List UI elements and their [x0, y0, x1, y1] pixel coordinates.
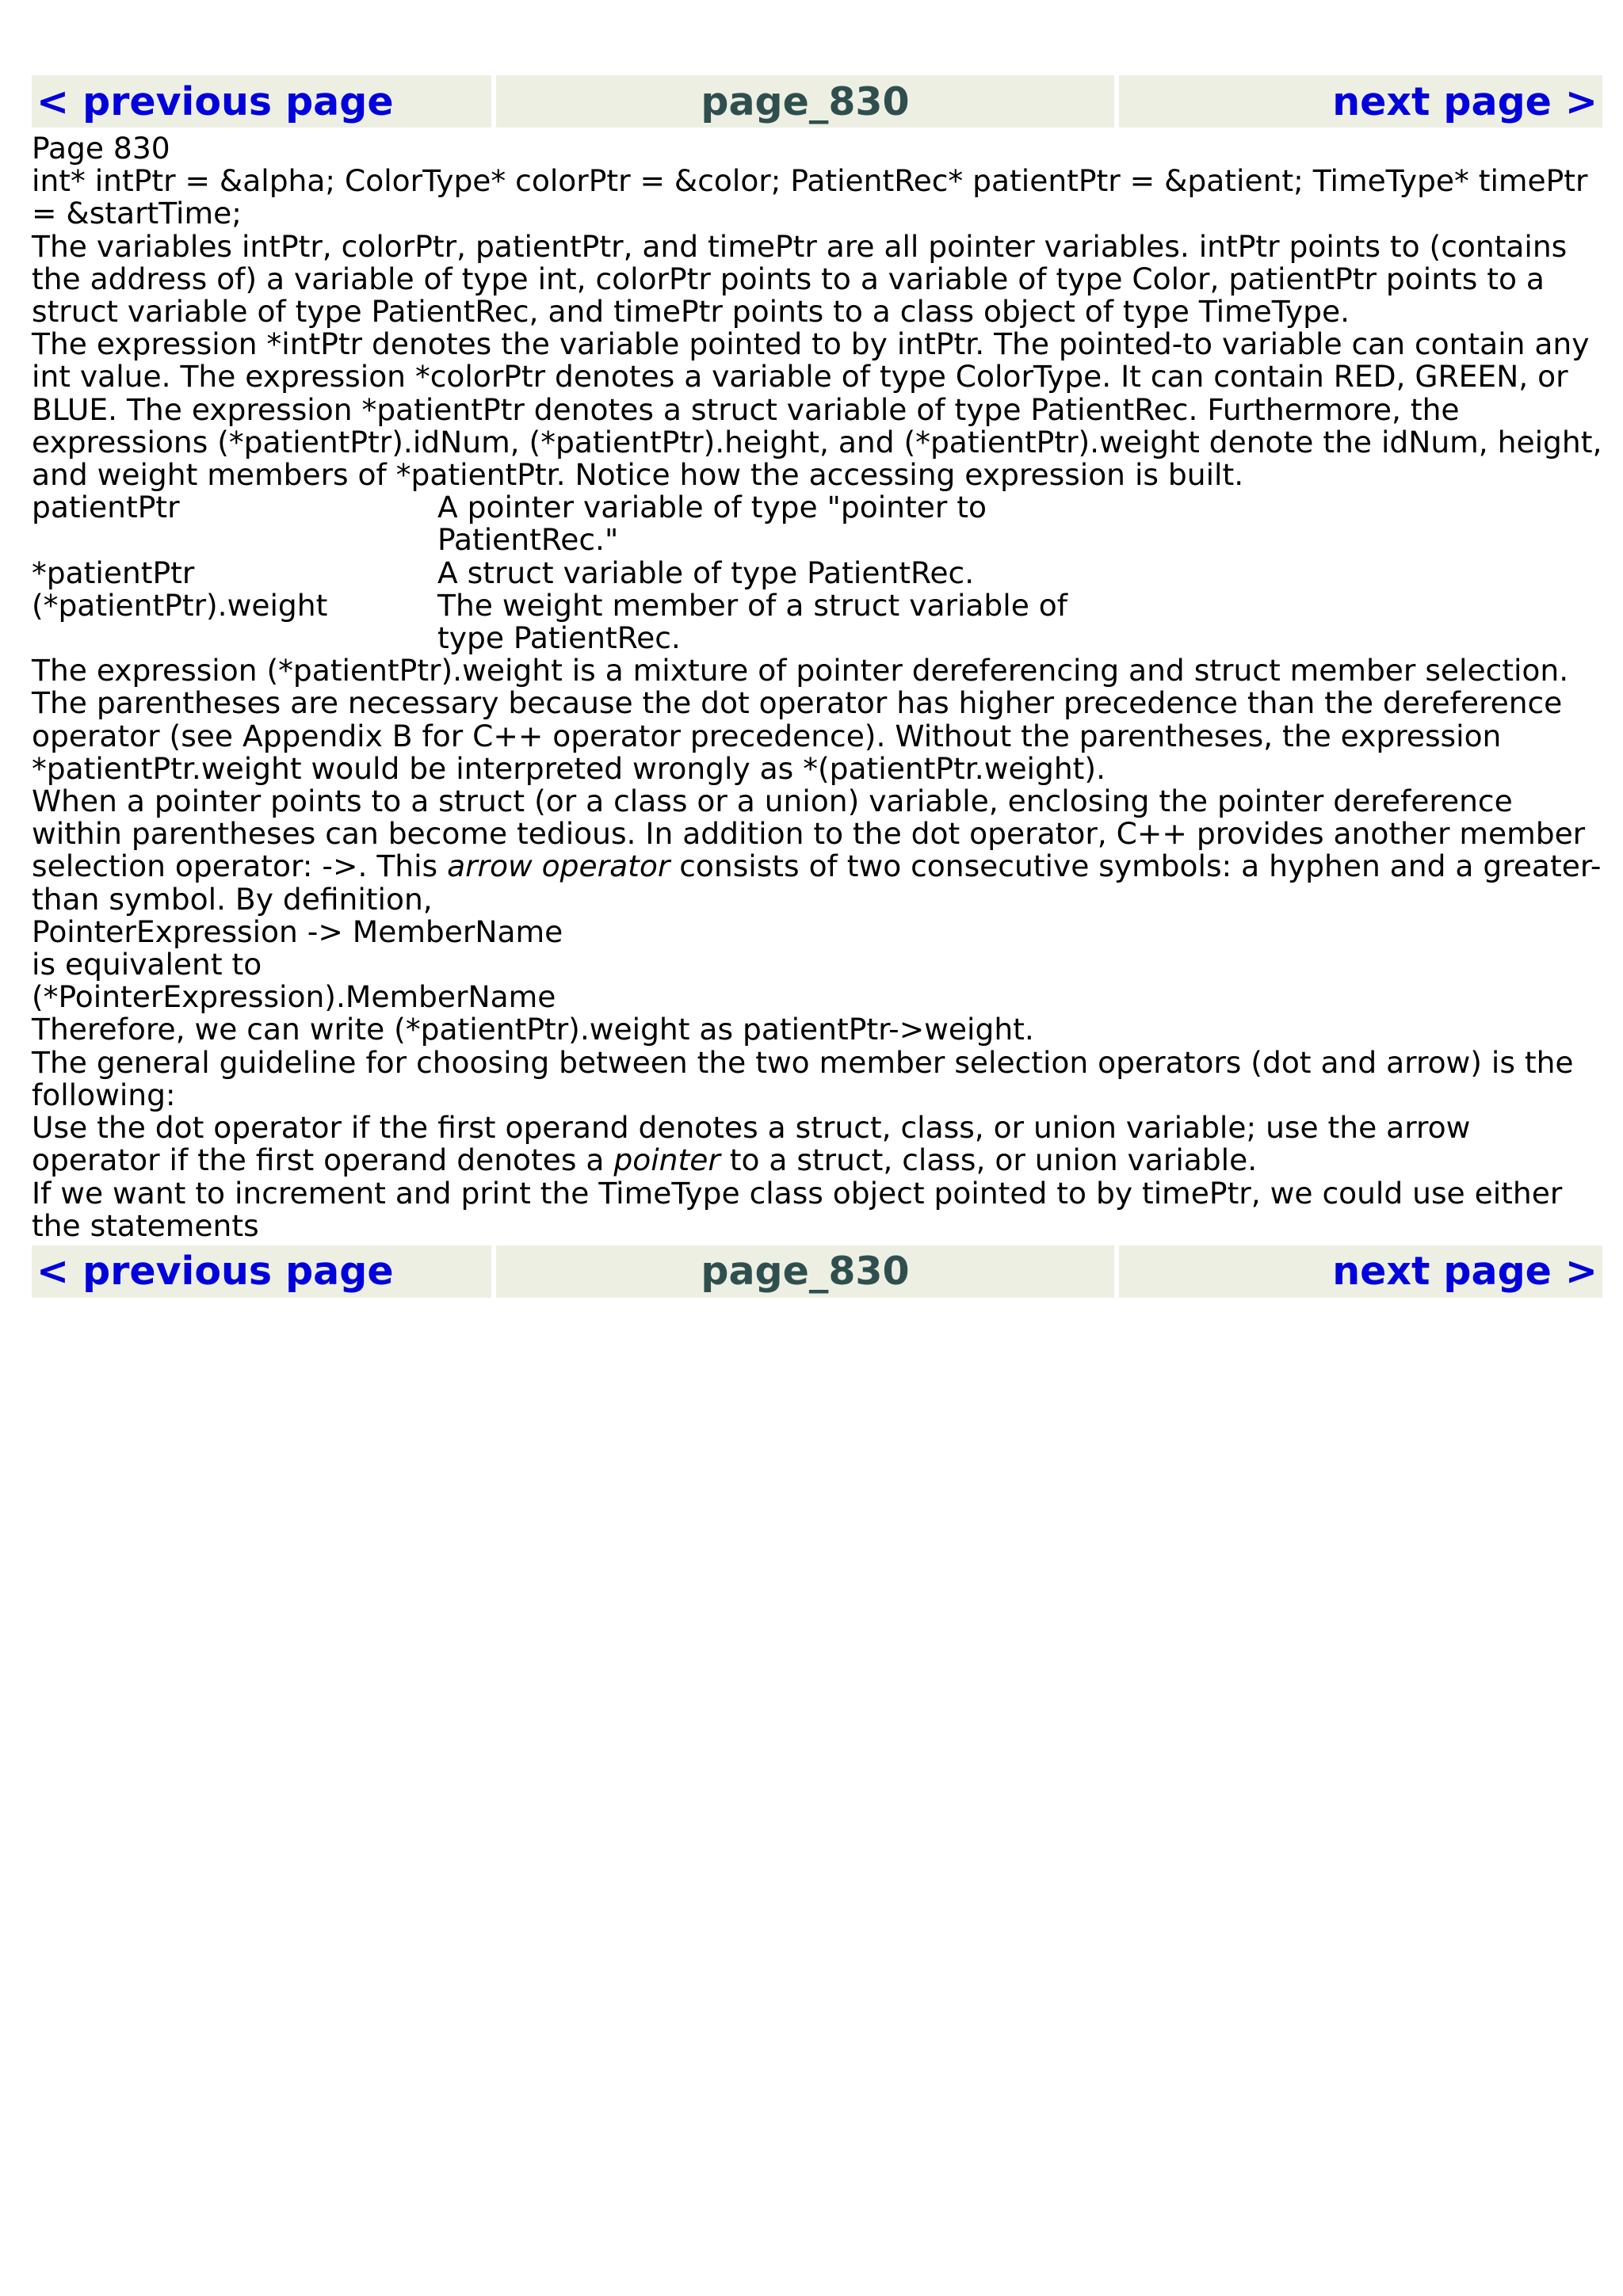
bottom-page-title-cell — [496, 1245, 1114, 1298]
table-term: patientPtr — [32, 490, 180, 525]
table-description: A pointer variable of type "pointer to PatientRec." — [437, 490, 987, 558]
page-content — [32, 128, 1602, 1245]
table-term: (*patientPtr).weight — [32, 587, 328, 623]
table-term: *patientPtr — [32, 555, 195, 590]
bottom-navbar — [32, 1245, 1602, 1298]
arrow-text-a: When a pointer points to a struct (or a class or a union) variable, enclosing the pointer dereference within parentheses can become tedious. In addition to the dot operator, C++ provides another member selection operator: ->. This — [32, 784, 1586, 884]
definition-table — [32, 491, 1119, 654]
top-navbar — [32, 75, 1602, 128]
paragraph-therefore: Therefore, we can write (*patientPtr).weight as patientPtr->weight. — [32, 1012, 1034, 1047]
paragraph-pointer-variables: The variables intPtr, colorPtr, patientPtr, and timePtr are all pointer variables. intPtr points to (contains the address of) a variable of type int, colorPtr points to a variable of type Color, patientPtr points to a struct variable of type PatientRec, and timePtr points to a class object of type TimeType. — [32, 228, 1568, 330]
table-row — [32, 557, 1119, 589]
paragraph-precedence: The expression (*patientPtr).weight is a mixture of pointer dereferencing and struct member selection. The parentheses are necessary because the dot operator has higher precedence than the dereference operator (see Appendix B for C++ operator precedence). Without the parentheses, the expression *patientPtr.weight would be interpreted wrongly as *(patientPtr.weight). — [32, 653, 1569, 786]
page-label: Page 830 — [32, 131, 170, 166]
bottom-next-cell — [1119, 1245, 1602, 1298]
top-page-title-cell — [496, 75, 1114, 128]
paragraph-dereference: The expression *intPtr denotes the variable pointed to by intPtr. The pointed-to variable can contain any int value. The expression *colorPtr denotes a variable of type ColorType. It can contain RED, GREEN, or BLUE. The expression *patientPtr denotes a struct variable of type PatientRec. Furthermore, the expressions (*patientPtr).idNum, (*patientPtr).height, and (*patientPtr).weight denote the idNum, height, and weight members of *patientPtr. Notice how the accessing expression is built. — [32, 326, 1602, 493]
paragraph-guideline: The general guideline for choosing between the two member selection operators (dot and arrow) is the following: — [32, 1044, 1574, 1112]
table-description: A struct variable of type PatientRec. — [437, 555, 975, 590]
arrow-operator-term: arrow operator — [447, 849, 670, 884]
paragraph-increment: If we want to increment and print the TimeType class object pointed to by timePtr, we could use either the statements — [32, 1175, 1563, 1243]
code-declarations: int* intPtr = &alpha; ColorType* colorPtr = &color; PatientRec* patientPtr = &patient; TimeType* timePtr = &startTime; — [32, 163, 1588, 231]
paragraph-arrow-operator — [32, 785, 1602, 916]
table-row — [32, 491, 1119, 556]
top-previous-page-link[interactable]: < previous page — [36, 78, 394, 124]
top-next-page-link[interactable]: next page > — [1332, 78, 1598, 124]
table-row — [32, 589, 1119, 654]
arrow-text-b: consists of two consecutive symbols: a hyphen and a greater-than symbol. By definition, — [32, 849, 1602, 917]
bottom-prev-cell — [32, 1245, 491, 1298]
bottom-page-title: page_830 — [701, 1249, 910, 1295]
bottom-next-page-link[interactable]: next page > — [1332, 1249, 1598, 1295]
line-equivalent: is equivalent to — [32, 947, 262, 982]
line-dereference-expression: (*PointerExpression).MemberName — [32, 979, 556, 1015]
bottom-previous-page-link[interactable]: < previous page — [36, 1249, 394, 1295]
top-page-title: page_830 — [701, 78, 910, 124]
rule-text-a: Use the dot operator if the first operand denotes a struct, class, or union variable; use the arrow operator if the first operand denotes a — [32, 1110, 1471, 1178]
paragraph-guideline-rule — [32, 1112, 1602, 1177]
rule-text-b: to a struct, class, or union variable. — [720, 1142, 1258, 1178]
top-next-cell — [1119, 75, 1602, 128]
top-prev-cell — [32, 75, 491, 128]
line-pointer-expression: PointerExpression -> MemberName — [32, 913, 563, 949]
table-description: The weight member of a struct variable of type PatientRec. — [437, 587, 1067, 656]
document-page — [32, 75, 1602, 1298]
pointer-term: pointer — [613, 1142, 720, 1178]
